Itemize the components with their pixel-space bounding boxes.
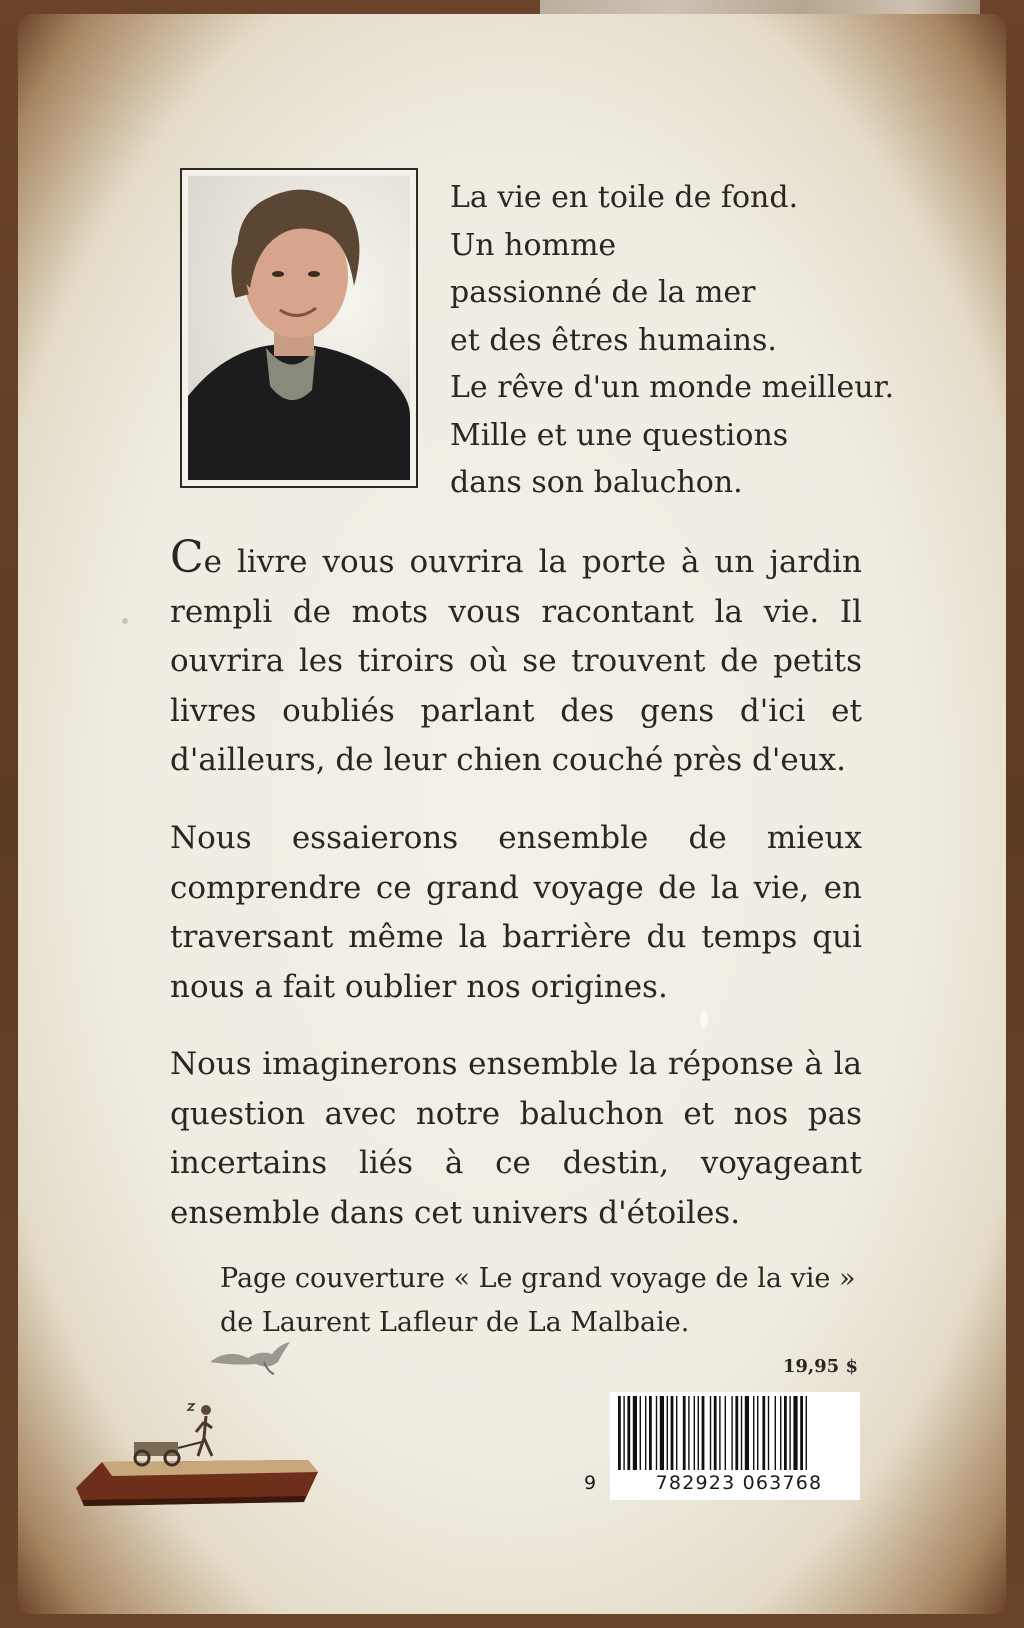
print-smudge xyxy=(122,618,128,624)
barcode-bar xyxy=(789,1396,790,1470)
barcode-bar xyxy=(793,1396,797,1470)
barcode-bar xyxy=(780,1396,781,1470)
barcode-bar xyxy=(698,1396,699,1470)
price-label: 19,95 $ xyxy=(782,1356,858,1377)
barcode-bar xyxy=(618,1396,621,1470)
barcode-bar xyxy=(671,1396,674,1470)
barcode-bar xyxy=(745,1396,749,1470)
barcode-bar xyxy=(667,1396,668,1470)
barcode-bar xyxy=(753,1396,754,1470)
isbn-lead-digit: 9 xyxy=(584,1472,597,1494)
cover-credit-line: Page couverture « Le grand voyage de la vie » xyxy=(220,1263,856,1294)
barcode-bars-icon xyxy=(618,1396,852,1470)
author-portrait-icon xyxy=(188,176,410,480)
barcode-bar xyxy=(694,1396,695,1470)
barcode-bar xyxy=(725,1396,726,1470)
poem-line: La vie en toile de fond. xyxy=(450,180,799,215)
barcode-bar xyxy=(702,1396,705,1470)
barcode-bar xyxy=(757,1396,758,1470)
author-photo xyxy=(180,168,418,488)
drop-cap: C xyxy=(170,532,204,583)
cover-credit-line: de Laurent Lafleur de La Malbaie. xyxy=(220,1307,690,1338)
barcode-bar xyxy=(768,1396,769,1470)
poem-line: Mille et une questions xyxy=(450,417,789,453)
paragraph-intro-text: e livre vous ouvrira la porte à un jardin rempli de mots vous racontant la vie. Il ouvrira les tiroirs où se trouvent de petits livres oubliés parlant des gens d'ici et d'ailleurs, de leur chien couché près d'eux. xyxy=(170,544,862,779)
barcode-bar xyxy=(633,1396,637,1470)
barcode-bar xyxy=(645,1396,646,1470)
barcode-bar xyxy=(683,1396,686,1470)
barcode-bar xyxy=(688,1396,689,1470)
barcode-bar xyxy=(735,1396,738,1470)
barcode-bar xyxy=(640,1396,641,1470)
barcode-bar xyxy=(710,1396,711,1470)
barcode-bar xyxy=(676,1396,677,1470)
barcode-bar xyxy=(656,1396,657,1470)
paragraph-stars: Nous imaginerons ensemble la réponse à la question avec notre baluchon et nos pas incertains liés à ce destin, voyageant ensemble dans cet univers d'étoiles. xyxy=(170,1046,862,1231)
poem-line: et des êtres humains. xyxy=(450,322,777,358)
barcode-bar xyxy=(741,1396,742,1470)
barcode-bar xyxy=(627,1396,630,1470)
cover-credit xyxy=(220,1257,860,1345)
barcode-bar xyxy=(714,1396,717,1470)
barcode-bar xyxy=(775,1396,776,1470)
barcode-bar xyxy=(762,1396,765,1470)
bird-sketch-icon xyxy=(208,1340,292,1376)
barcode-bar xyxy=(623,1396,624,1470)
barcode-bar xyxy=(719,1396,720,1470)
barcode-bar xyxy=(731,1396,732,1470)
print-smudge xyxy=(700,1010,708,1028)
barcode-bar xyxy=(806,1396,807,1470)
poem-line: Le rêve d'un monde meilleur. xyxy=(450,370,895,405)
barcode-bar xyxy=(800,1396,803,1470)
isbn-number: 782923 063768 xyxy=(655,1472,823,1494)
author-poem xyxy=(450,174,910,507)
barcode-bar xyxy=(649,1396,652,1470)
barcode-bar xyxy=(784,1396,787,1470)
poem-line: passionné de la mer xyxy=(450,275,756,310)
paragraph-journey: Nous essaierons ensemble de mieux comprendre ce grand voyage de la vie, en traversant même la barrière du temps qui nous a fait oublier nos origines. xyxy=(170,820,862,1005)
barcode-bar xyxy=(660,1396,664,1470)
isbn-barcode xyxy=(584,1392,860,1500)
poem-line: dans son baluchon. xyxy=(450,465,743,500)
paragraph-intro xyxy=(170,532,862,786)
book-cart-illustration-icon xyxy=(72,1398,332,1510)
poem-line: Un homme xyxy=(450,227,617,263)
